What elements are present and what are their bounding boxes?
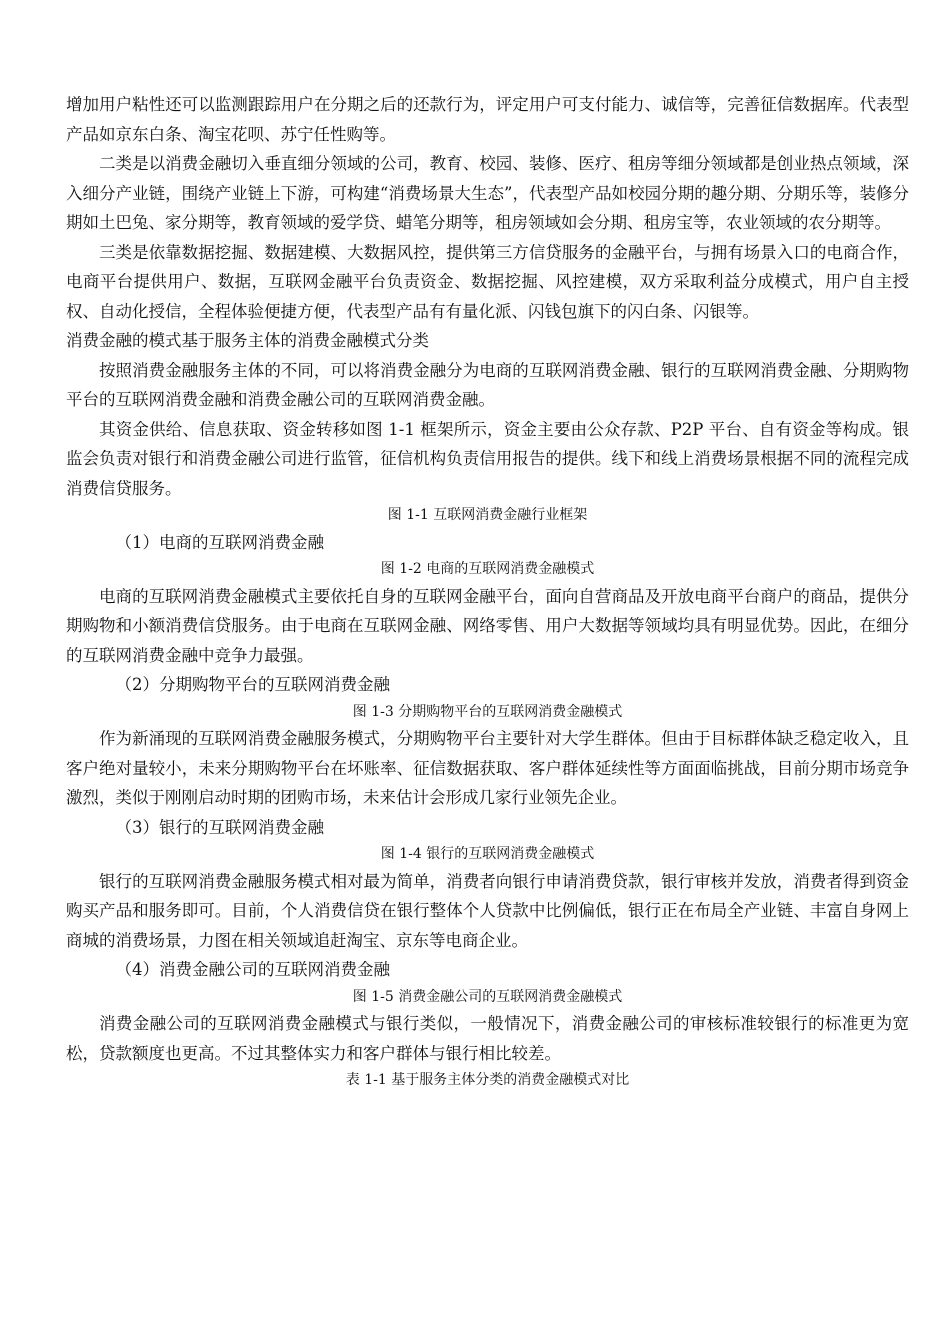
paragraph: 三类是依靠数据挖掘、数据建模、大数据风控，提供第三方信贷服务的金融平台，与拥有场景入口的电商合作，电商平台提供用户、数据，互联网金融平台负责资金、数据挖掘、风控建模，双方采取利益分成模式，用户自主授权、自动化授信，全程体验便捷方便，代表型产品有有量化派、闪钱包旗下的闪白条、闪银等。	[66, 242, 909, 321]
figure-caption: 图 1-3 分期购物平台的互联网消费金融模式	[352, 703, 623, 720]
list-item-heading: （3）银行的互联网消费金融	[115, 817, 324, 837]
paragraph: 银行的互联网消费金融服务模式相对最为简单，消费者向银行申请消费贷款，银行审核并发放，消费者得到资金购买产品和服务即可。目前，个人消费信贷在银行整体个人贷款中比例偏低，银行正在布局全产业链、丰富自身网上商城的消费场景，力图在相关领域追赶淘宝、京东等电商企业。	[66, 871, 909, 950]
table-caption: 表 1-1 基于服务主体分类的消费金融模式对比	[345, 1072, 630, 1088]
figure-caption: 图 1-2 电商的互联网消费金融模式	[380, 561, 595, 577]
document-page	[66, 90, 909, 1093]
paragraph: 二类是以消费金融切入垂直细分领域的公司，教育、校园、装修、医疗、租房等细分领域都是创业热点领域，深入细分产业链，围绕产业链上下游，可构建“消费场景大生态”，代表型产品如校园分期的趣分期、分期乐等，装修分期如土巴兔、家分期等，教育领域的爱学贷、蜡笔分期等，租房领域如会分期、租房宝等，农业领域的农分期等。	[66, 154, 909, 232]
list-item-heading: （2）分期购物平台的互联网消费金融	[115, 675, 390, 694]
figure-caption: 图 1-1 互联网消费金融行业框架	[387, 507, 588, 523]
paragraph: 按照消费金融服务主体的不同，可以将消费金融分为电商的互联网消费金融、银行的互联网消费金融、分期购物平台的互联网消费金融和消费金融公司的互联网消费金融。	[66, 360, 909, 409]
paragraph: 电商的互联网消费金融模式主要依托自身的互联网金融平台，面向自营商品及开放电商平台商户的商品，提供分期购物和小额消费信贷服务。由于电商在互联网金融、网络零售、用户大数据等领域均具有明显优势。因此，在细分的互联网消费金融中竞争力最强。	[66, 586, 909, 665]
section-heading: 消费金融的模式基于服务主体的消费金融模式分类	[66, 331, 429, 350]
paragraph: 其资金供给、信息获取、资金转移如图 1-1 框架所示，资金主要由公众存款、P2P 平台、自有资金等构成。银监会负责对银行和消费金融公司进行监管，征信机构负责信用报告的提供。线下和线上消费场景根据不同的流程完成消费信贷服务。	[66, 419, 909, 498]
paragraph: 增加用户粘性还可以监测跟踪用户在分期之后的还款行为，评定用户可支付能力、诚信等，完善征信数据库。代表型产品如京东白条、淘宝花呗、苏宁任性购等。	[66, 95, 909, 144]
paragraph: 消费金融公司的互联网消费金融模式与银行类似，一般情况下，消费金融公司的审核标准较银行的标准更为宽松，贷款额度也更高。不过其整体实力和客户群体与银行相比较差。	[66, 1014, 909, 1063]
figure-caption: 图 1-4 银行的互联网消费金融模式	[380, 846, 595, 862]
list-item-heading: （4）消费金融公司的互联网消费金融	[115, 960, 390, 979]
list-item-heading: （1）电商的互联网消费金融	[115, 532, 324, 552]
paragraph: 作为新涌现的互联网消费金融服务模式，分期购物平台主要针对大学生群体。但由于目标群体缺乏稳定收入，且客户绝对量较小，未来分期购物平台在坏账率、征信数据获取、客户群体延续性等方面面临挑战，目前分期市场竞争激烈，类似于刚刚启动时期的团购市场，未来估计会形成几家行业领先企业。	[66, 729, 909, 807]
figure-caption: 图 1-5 消费金融公司的互联网消费金融模式	[352, 988, 623, 1005]
